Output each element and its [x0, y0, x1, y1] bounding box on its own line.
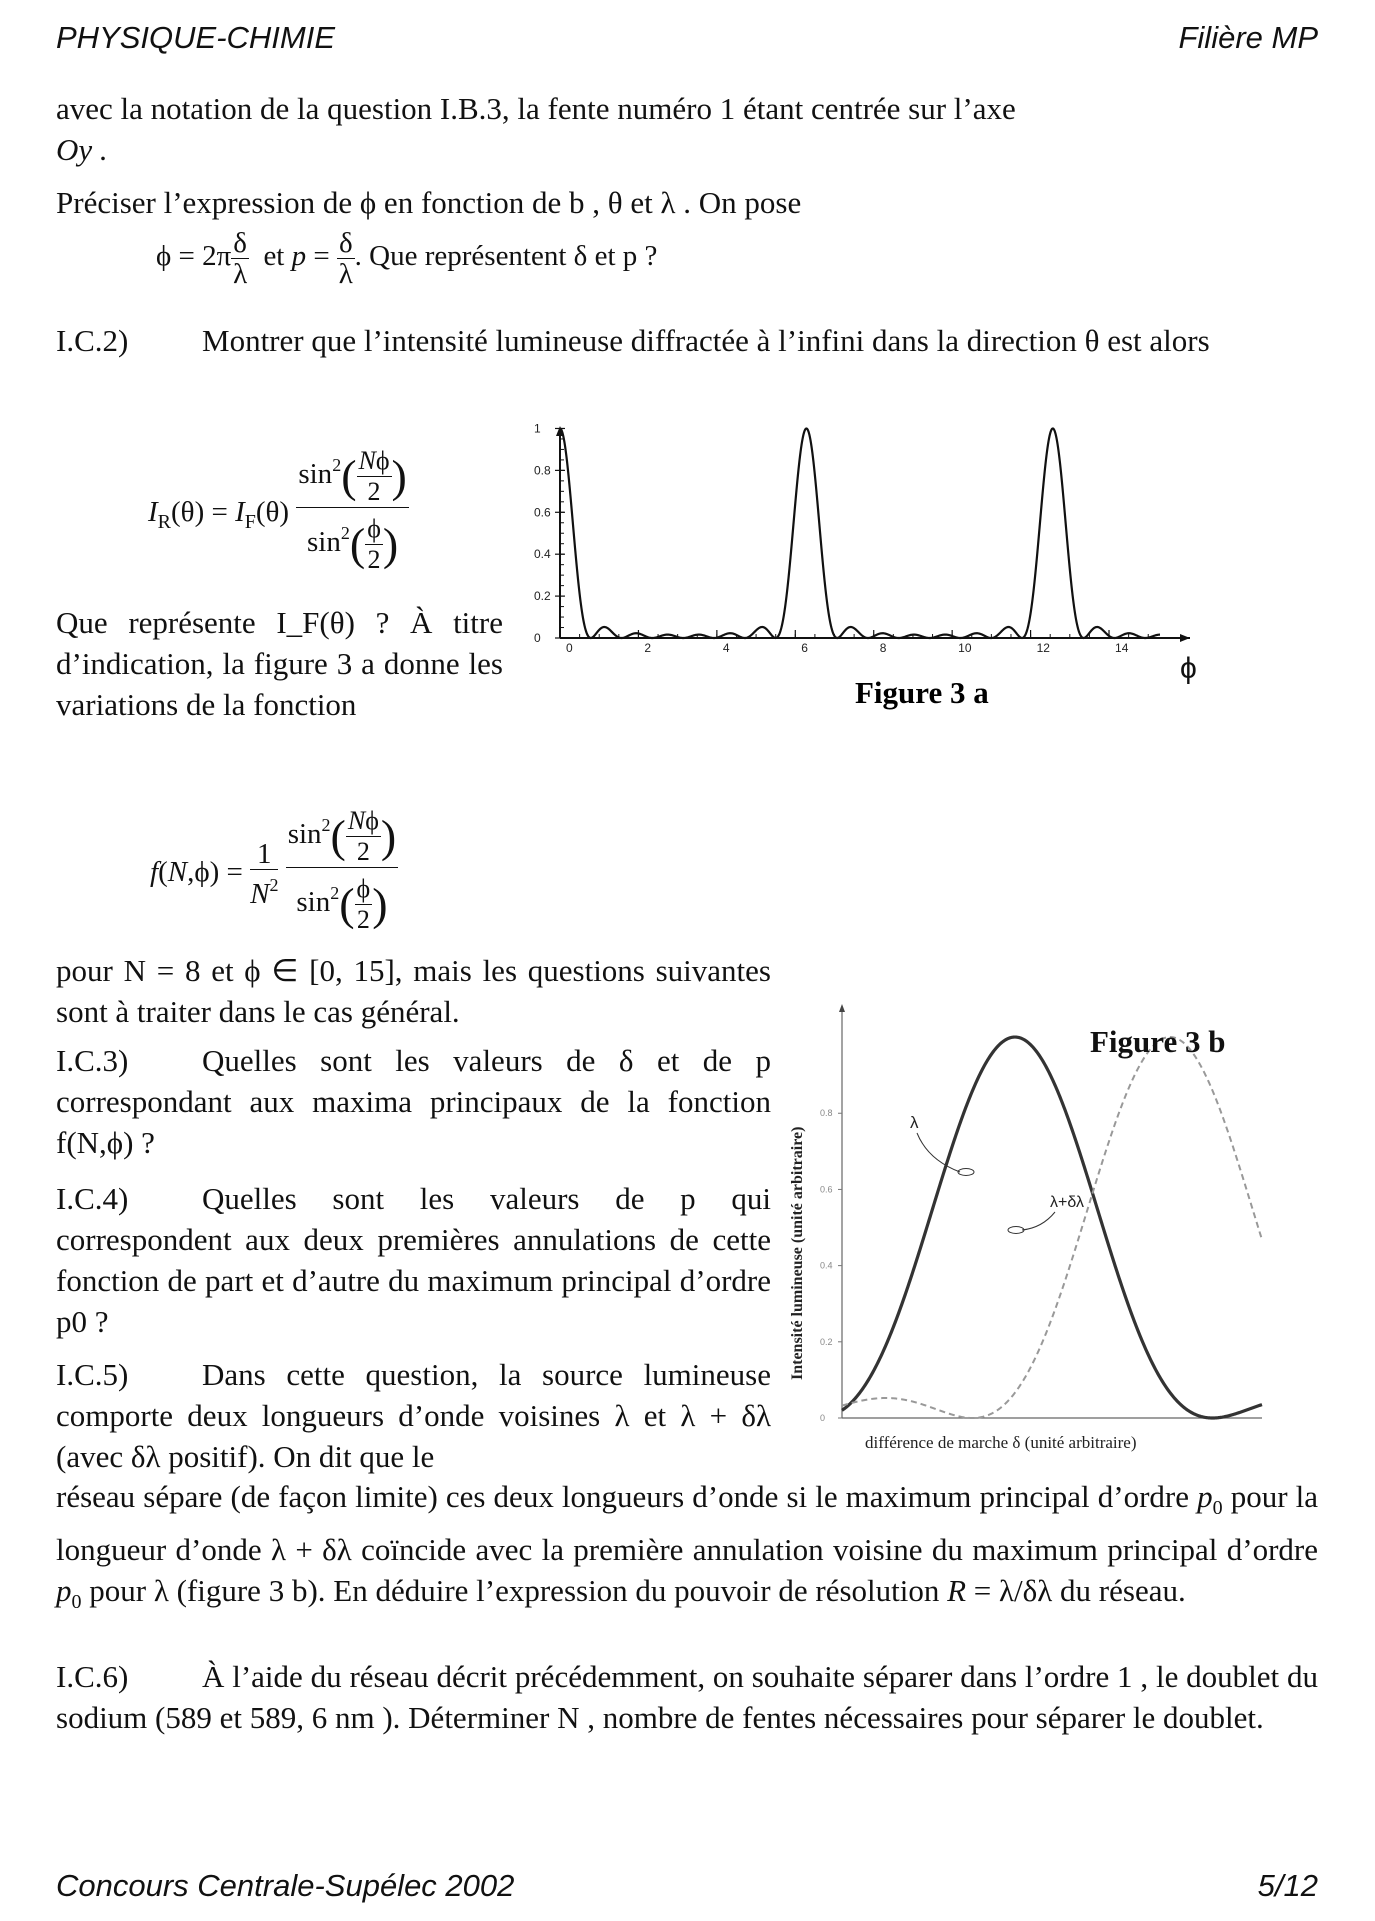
fig3b-y-label: Intensité lumineuse (unité arbitraire)	[789, 1126, 806, 1380]
question-text: À l’aide du réseau décrit précédemment, on souhaite séparer dans l’ordre 1 , le doublet du sodium (589 et 589, 6 nm ). Déterminer N , nombre de fentes nécessaires pour séparer le doublet.	[56, 1659, 1318, 1735]
fig3a-x-tick-label: 8	[879, 641, 887, 655]
question-number: I.C.3)	[56, 1043, 129, 1078]
question-number: I.C.2)	[56, 323, 129, 358]
paragraph-phase	[56, 182, 1318, 223]
phase-definition-tail: . Que représentent δ et p ?	[354, 240, 658, 273]
fig3b-y-tick-label: 0.4	[820, 1260, 833, 1271]
question-number: I.C.4)	[56, 1181, 129, 1216]
paragraph-pour: pour N = 8 et ϕ ∈ [0, 15], mais les questions suivantes sont à traiter dans le cas général.	[56, 953, 771, 1029]
fig3b-y-tick-label: 0.6	[820, 1184, 833, 1195]
fig3a-x-tick-label: 10	[958, 641, 972, 655]
figure-3b	[780, 1000, 1300, 1470]
question-number: I.C.6)	[56, 1659, 129, 1694]
question-text: Quelles sont les valeurs de p qui correspondent aux deux premières annulations de cette fonction de part et d’autre du maximum principal d’ordre p0 ?	[56, 1181, 771, 1339]
fig3b-legend-lambda: λ	[910, 1113, 919, 1132]
header-track: Filière MP	[1178, 20, 1318, 55]
question-ic6	[56, 1656, 1318, 1738]
question-text: Montrer que l’intensité lumineuse diffractée à l’infini dans la direction θ est alors	[202, 323, 1210, 358]
fig3a-x-label: ϕ	[1180, 652, 1197, 685]
intro-line: avec la notation de la question I.B.3, la fente numéro 1 étant centrée sur l’axe	[56, 91, 1016, 126]
phase-question: Préciser l’expression de ϕ en fonction de b , θ et λ . On pose	[56, 185, 802, 220]
fig3a-curve	[560, 428, 1160, 638]
paragraph-intro	[56, 88, 1318, 170]
question-ic4	[56, 1178, 771, 1342]
question-ic2	[56, 320, 1318, 361]
fig3a-x-tick-label: 6	[801, 641, 808, 655]
footer-page: 5/12	[1257, 1868, 1318, 1903]
fig3b-y-tick-label: 0	[820, 1413, 826, 1423]
fig3a-title: Figure 3 a	[855, 675, 989, 710]
fig3b-legend-lambda-plus: λ+δλ	[1050, 1194, 1084, 1211]
formula-f: f(N,ϕ) = $\frac{1}{N^2}$ $\sin^2$( $\frac{N\phi}{2}$ ) $\sin^2$( $\frac{\phi}{2}$ )	[150, 800, 398, 935]
fig3a-x-tick-label: 0	[566, 641, 573, 655]
fig3a-y-tick-label: 1	[534, 421, 541, 436]
question-text: Quelles sont les valeurs de δ et de p correspondant aux maxima principaux de la fonction f(N,ϕ) ?	[56, 1043, 771, 1160]
fig3b-x-label: différence de marche δ (unité arbitraire)	[865, 1433, 1137, 1452]
intro-axis: Oy .	[56, 132, 108, 167]
fig3b-marker-lambda-plus	[1008, 1227, 1024, 1234]
fig3b-y-arrow	[839, 1004, 845, 1012]
fig3a-y-tick-label: 0.6	[534, 505, 551, 520]
fig3b-y-tick-label: 0.2	[820, 1336, 833, 1347]
fig3b-y-tick-label: 0.8	[820, 1108, 833, 1119]
figure-3a	[530, 410, 1310, 830]
question-ic5-rest: réseau sépare (de façon limite) ces deux longueurs d’onde si le maximum principal d’ordre $p_0$ pour la longueur d’onde λ + δλ coïncide avec la première annulation voisine du maximum principal d’ordre $p_0$ pour λ (figure 3 b). En déduire l’expression du pouvoir de résolution R = λ/δλ du réseau.	[56, 1479, 1318, 1613]
fig3b-leader-lambda-plus	[1022, 1212, 1055, 1230]
fig3a-y-tick-label: 0	[534, 631, 541, 645]
fig3a-y-tick-label: 0.4	[534, 547, 551, 562]
fig3b-marker-lambda	[958, 1169, 974, 1176]
header-subject: PHYSIQUE-CHIMIE	[56, 20, 336, 55]
fig3a-x-arrow	[1180, 634, 1190, 642]
footer-contest: Concours Centrale-Supélec 2002	[56, 1868, 515, 1903]
phase-definition: ϕ = 2π $\frac{\delta}{\lambda}$ et p = $\frac{\delta}{\lambda}$ . Que représentent δ et p ?	[156, 227, 658, 290]
question-number: I.C.5)	[56, 1357, 129, 1392]
fig3a-axes	[555, 426, 1190, 642]
fig3b-title: Figure 3 b	[1090, 1024, 1226, 1059]
question-ic5-start: I.C.5) Dans cette question, la source lumineuse comporte deux longueurs d’onde voisines λ et λ + δλ (avec δλ positif). On dit que le	[56, 1354, 771, 1477]
fig3b-series-lambda	[842, 1037, 1262, 1418]
fig3a-y-tick-label: 0.2	[534, 589, 551, 604]
formula-intensity: $I_R(\theta) = I_F(\theta)$ $\sin^2$( $\frac{N\phi}{2}$ ) $\sin^2$( $\frac{\phi}{2}$ )	[148, 440, 409, 575]
question-ic3	[56, 1040, 771, 1163]
fig3b-series-lambda-plus	[842, 1037, 1262, 1418]
fig3a-x-tick-label: 12	[1036, 641, 1050, 655]
fig3a-x-tick-label: 4	[722, 641, 730, 655]
paragraph-if: Que représente I_F(θ) ? À titre d’indication, la figure 3 a donne les variations de la fonction	[56, 605, 503, 722]
fig3a-x-tick-label: 14	[1115, 641, 1129, 655]
fig3a-y-tick-label: 0.8	[534, 463, 551, 478]
fig3a-x-tick-label: 2	[644, 641, 652, 655]
